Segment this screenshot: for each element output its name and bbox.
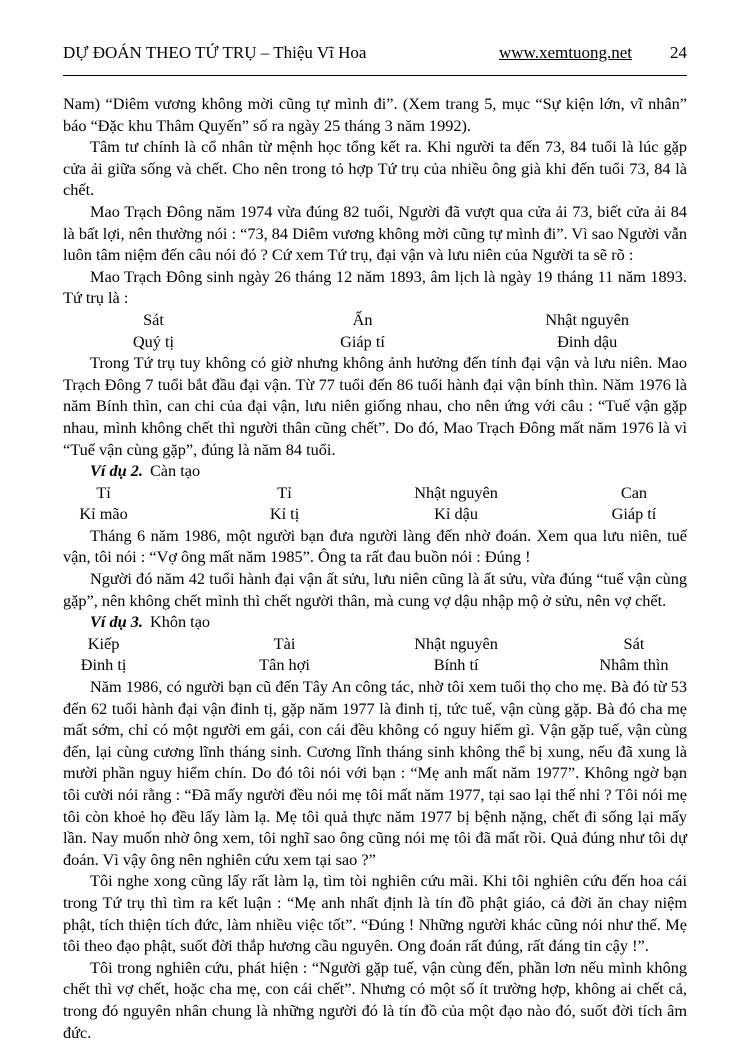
example2-heading (63, 460, 687, 482)
pillar-role: Sát (143, 309, 164, 329)
website-link[interactable]: www.xemtuong.net (499, 43, 632, 62)
paragraph-mao-analysis: Trong Tứ trụ tuy không có giờ nhưng không ảnh hưởng đến tính đại vận và lưu niên. Mao Trạch Đông 7 tuổi bắt đầu đại vận. Từ 77 tuổi đến 86 tuổi hành đại vận bính thìn. Năm 1976 là năm Bính thìn, can chi của đại vận, lưu niên giống nhau, cho nên ứng với câu : “Tuế vận gặp nhau, mình không chết thì người thân cũng chết”. Do đó, Mao Trạch Đông mất năm 1976 là vì “Tuế vận cùng gặp”, đúng là năm 84 tuổi. (63, 353, 687, 459)
paragraph-example3-story: Năm 1986, có người bạn cũ đến Tây An công tác, nhờ tôi xem tuổi thọ cho mẹ. Bà đó từ 53 đến 62 tuổi hành đại vận đinh tị, gặp năm 1977 là đinh tị, tức tuế, vận cùng gặp. Bà đó cha mẹ mất sớm, chỉ có một người em gái, con cái đều không có nguy hiểm gì. Vận gặp tuế, vận cùng đến, lại cùng cương lĩnh tháng sinh. Cương lĩnh tháng sinh không thể bị xung, nếu đã xung là mười phần nguy hiểm chín. Do đó tôi nói với bạn : “Mẹ anh mất năm 1977”. Không ngờ bạn tôi cười nói rằng : “Đã mấy người đều nói mẹ tôi mất năm 1977, tại sao lại thế nhỉ ? Tôi nói mẹ tôi còn khoẻ họ đều lấy làm lạ. Mẹ tôi quả thực năm 1977 bị bệnh nặng, chết đi sống lại mấy lần. Nay muốn nhờ ông xem, tôi nghĩ sao ông cũng nói mẹ tôi đã mất rồi. Quả đúng như tôi dự đoán. Vì vậy ông nên nghiên cứu xem tại sao ?” (63, 677, 687, 869)
pillar-role: Nhật nguyên (414, 633, 498, 653)
paragraph-mao-birth: Mao Trạch Đông sinh ngày 26 tháng 12 năm 1893, âm lịch là ngày 19 tháng 11 năm 1893. Tứ trụ là : (63, 266, 687, 308)
pillar-roles-row (63, 482, 687, 504)
page-number: 24 (670, 43, 687, 62)
pillar-role: Tỉ (96, 482, 111, 502)
pillar-table-mao (63, 309, 687, 352)
pillar-value: Nhâm thìn (599, 655, 669, 675)
pillar-value: Giáp tí (611, 504, 657, 524)
example3-type: Khôn tạo (149, 612, 211, 632)
pillar-table-example2 (63, 482, 687, 525)
header-divider (63, 75, 687, 76)
pillar-role: Nhật nguyên (414, 482, 498, 502)
paragraph-continued: Nam) “Diêm vương không mời cũng tự mình đi”. (Xem trang 5, mục “Sự kiện lớn, vĩ nhân” báo “Đặc khu Thâm Quyến” số ra ngày 25 tháng 3 năm 1992). (63, 94, 687, 135)
pillar-value: Kỉ dậu (434, 504, 479, 524)
example3-label: Ví dụ 3. (90, 612, 143, 632)
pillar-table-example3 (63, 633, 687, 676)
pillar-values-row (63, 503, 687, 525)
pillar-value: Kỉ mão (79, 504, 128, 524)
book-title: DỰ ĐOÁN THEO TỨ TRỤ – Thiệu Vĩ Hoa (63, 43, 367, 62)
pillar-value: Bính tí (433, 655, 479, 675)
paragraph-research-conclusion: Tôi trong nghiên cứu, phát hiện : “Người gặp tuế, vận cùng đến, phần lơn nếu mình không chết thì vợ chết, hoặc cha mẹ, con cái chết”. Nhưng có một số ít trường hợp, không ai chết cả, trong đó nguyên nhân chung là những người đó là tín đồ của một đạo nào đó, suốt đời tích âm đức. (63, 957, 687, 1042)
page-body (63, 93, 687, 1043)
example2-type: Càn tạo (149, 461, 201, 481)
paragraph-example2-analysis: Người đó năm 42 tuổi hành đại vận ất sửu, lưu niên cũng là ất sửu, vừa đúng “tuế vận cùng gặp”, nên không chết mình thì chết người thân, mà cung vợ dậu nhập mộ ở sửu, nên vợ chết. (63, 569, 687, 610)
paragraph-research-hoa-cai: Tôi nghe xong cũng lấy rất làm lạ, tìm tòi nghiên cứu mãi. Khi tôi nghiên cứu đến hoa cái trong Tứ trụ thì tìm ra kết luận : “Mẹ anh nhất định là tín đồ phật giáo, cả đời ăn chay niệm phật, tích thiện tích đức, làm nhiều việc tốt”. “Đúng ! Những người khác cũng nói như thế. Mẹ tôi theo đạo phật, suốt đời thắp hương cầu nguyên. Ong đoán rất đúng, rất đáng tin cậy !”. (63, 871, 687, 956)
pillar-role: Tỉ (277, 482, 292, 502)
example3-heading (63, 611, 687, 633)
pillar-role: Nhật nguyên (545, 309, 629, 329)
paragraph-mao-1974: Mao Trạch Đông năm 1974 vừa đúng 82 tuổi, Người đã vượt qua cửa ải 73, biết cửa ải 84 là bất lợi, nên thường nói : “73, 84 Diêm vương không mời cũng tự mình đi”. Vì sao Người vẫn luôn tâm niệm đến câu nói đó ? Cứ xem Tứ trụ, đại vận và lưu niên của Người ta sẽ rõ : (63, 201, 687, 265)
header-right (499, 42, 687, 64)
pillar-role: Ấn (352, 309, 373, 329)
pillar-value: Kỉ tị (269, 504, 300, 524)
pillar-value: Quý tị (132, 331, 175, 351)
pillar-role: Sát (623, 633, 645, 653)
pillar-values-row (63, 654, 687, 676)
pillar-roles-row (63, 309, 687, 331)
page-header (63, 42, 687, 64)
pillar-roles-row (63, 633, 687, 655)
pillar-value: Tân hợi (259, 655, 310, 675)
paragraph-example2-story: Tháng 6 năm 1986, một người bạn đưa người làng đến nhờ đoán. Xem qua lưu niên, tuế vận, tôi nói : “Vợ ông mất năm 1985”. Ông ta rất đau buồn nói : Đúng ! (63, 525, 687, 567)
pillar-value: Giáp tí (340, 331, 385, 351)
paragraph-origin: Tâm tư chính là cổ nhân từ mệnh học tổng kết ra. Khi người ta đến 73, 84 tuổi là lúc gặp cửa ải giữa sống và chết. Cho nên trong tỏ hợp Tứ trụ của nhiều ông già khi đến tuổi 73, 84 là chết. (63, 137, 687, 200)
pillar-values-row (63, 331, 687, 353)
pillar-role: Tài (273, 633, 296, 653)
pillar-role: Can (620, 482, 648, 502)
pillar-value: Đinh dậu (557, 331, 618, 351)
example2-label: Ví dụ 2. (90, 461, 143, 481)
pillar-role: Kiếp (87, 633, 120, 653)
pillar-value: Đinh tị (80, 655, 127, 675)
